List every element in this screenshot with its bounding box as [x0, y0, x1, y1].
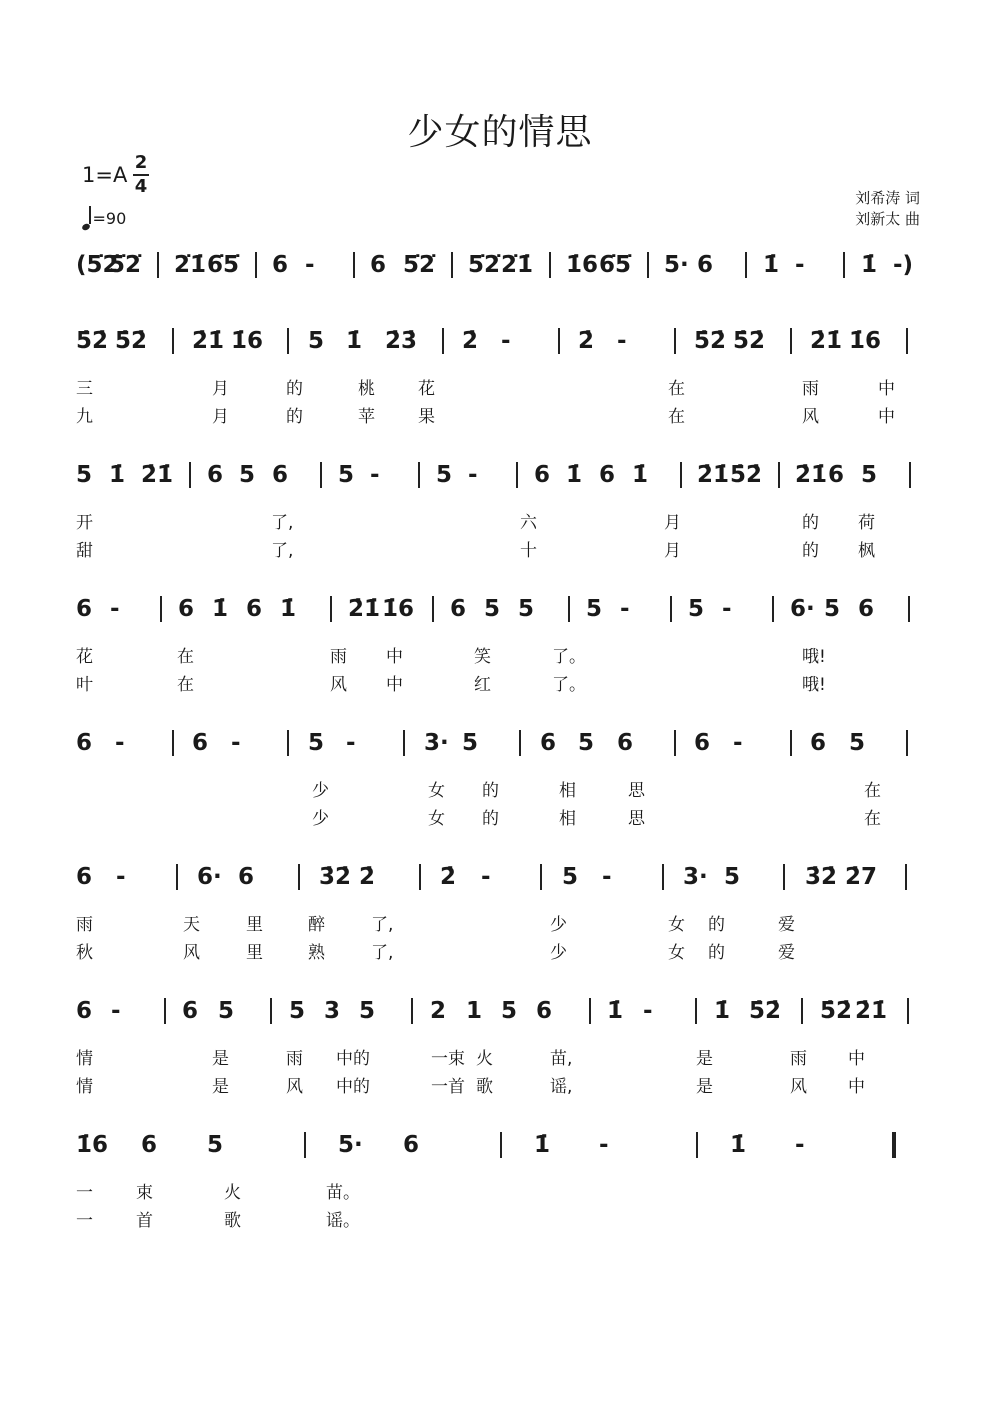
note: -	[115, 730, 125, 756]
bar-line	[772, 596, 774, 622]
note: 1̇	[534, 1132, 551, 1158]
lyric-word: 一首	[431, 1077, 465, 1097]
bar-line	[411, 998, 413, 1024]
note: 5	[308, 730, 325, 756]
lyric-word: 风	[286, 1077, 303, 1097]
note: 2̇1̇	[192, 328, 225, 354]
bar-line	[304, 1132, 306, 1158]
time-signature-top: 2	[134, 152, 148, 173]
bar-line	[330, 596, 332, 622]
bar-line	[549, 252, 551, 278]
note: 3·	[683, 864, 708, 890]
note: 5	[578, 730, 595, 756]
note: 6	[403, 1132, 420, 1158]
note: 3̇2̇	[319, 864, 352, 890]
bar-line	[418, 462, 420, 488]
note: 5	[849, 730, 866, 756]
lyric-word: 女	[668, 915, 685, 935]
note: 1̇	[730, 1132, 747, 1158]
note: 5̇2̇	[820, 998, 853, 1024]
song-title: 少女的情思	[407, 112, 593, 153]
note: 6	[599, 462, 616, 488]
lyric-word: 在	[177, 647, 194, 667]
lyric-word: 醉	[308, 915, 325, 935]
note: 5	[462, 730, 479, 756]
bar-line	[905, 864, 907, 890]
note: 6	[697, 252, 714, 278]
lyric-word: 束	[136, 1183, 153, 1203]
lyric-word: 三	[76, 379, 93, 399]
note: -	[643, 998, 653, 1024]
note: 6	[192, 730, 209, 756]
note: 5̇2̇	[694, 328, 727, 354]
lyric-word: 月	[664, 513, 681, 533]
note: 1̇	[346, 328, 363, 354]
bar-line	[500, 1132, 502, 1158]
bar-line	[790, 328, 792, 354]
lyric-word: 中	[848, 1049, 865, 1069]
bar-line	[519, 730, 521, 756]
note: 5͘2͘	[109, 252, 142, 278]
lyricist-credit: 刘希涛 词	[855, 189, 920, 207]
quarter-note-stem	[89, 206, 91, 224]
bar-line	[540, 864, 542, 890]
lyric-word: 九	[76, 407, 93, 427]
note: 1̇6	[566, 252, 599, 278]
note: 1̇	[566, 462, 583, 488]
lyric-word: 六	[520, 513, 537, 533]
lyric-word: 首	[136, 1211, 153, 1231]
note: -	[346, 730, 356, 756]
note: 5	[359, 998, 376, 1024]
note: -	[620, 596, 630, 622]
note: 6͘5͘	[207, 252, 240, 278]
lyric-word: 一	[76, 1211, 93, 1231]
lyric-word: 火	[224, 1183, 241, 1203]
note: 6·	[790, 596, 815, 622]
notation-row	[76, 858, 926, 898]
notation-row	[76, 246, 926, 286]
bar-line	[674, 328, 676, 354]
lyric-word: 十	[520, 541, 537, 561]
note: 2̇7	[845, 864, 878, 890]
lyric-word: 苗,	[550, 1049, 573, 1069]
lyric-word: 的	[708, 943, 725, 963]
note: 5·	[664, 252, 689, 278]
note: 5	[724, 864, 741, 890]
note: 2̇1̇	[697, 462, 730, 488]
time-signature-bottom: 4	[134, 176, 148, 197]
note: (5͘2͘	[76, 252, 119, 278]
bar-line	[908, 596, 910, 622]
lyric-word: 枫	[858, 541, 875, 561]
lyric-word: 的	[286, 407, 303, 427]
lyric-word: 少	[550, 943, 567, 963]
lyric-word: 中的	[336, 1077, 370, 1097]
lyric-word: 相	[559, 809, 576, 829]
bar-line	[172, 328, 174, 354]
bar-line	[907, 998, 909, 1024]
lyric-word: 了。	[552, 675, 586, 695]
note: 1̇6	[849, 328, 882, 354]
lyric-word: 情	[76, 1077, 93, 1097]
bar-line	[909, 462, 911, 488]
note: -	[116, 864, 126, 890]
note: 2̇	[440, 864, 457, 890]
note: 2͘1̇	[174, 252, 207, 278]
note: 2̇1̇	[348, 596, 381, 622]
note: 6	[238, 864, 255, 890]
bar-line	[680, 462, 682, 488]
time-signature	[132, 152, 150, 198]
note: 6	[76, 998, 93, 1024]
bar-line	[419, 864, 421, 890]
lyric-word: 红	[474, 675, 491, 695]
lyric-word: 风	[183, 943, 200, 963]
note: 2̇1̇	[795, 462, 828, 488]
lyric-word: 思	[628, 781, 645, 801]
lyric-word: 的	[708, 915, 725, 935]
note: -	[722, 596, 732, 622]
lyric-word: 了,	[371, 943, 394, 963]
lyric-word: 少	[550, 915, 567, 935]
bar-line	[157, 252, 159, 278]
lyric-word: 月	[664, 541, 681, 561]
note: 5	[501, 998, 518, 1024]
lyric-word: 中的	[336, 1049, 370, 1069]
lyric-word: 天	[183, 915, 200, 935]
lyric-word: 是	[212, 1077, 229, 1097]
note: 5̇2̇	[730, 462, 763, 488]
note: 1̇	[714, 998, 731, 1024]
note: 6	[207, 462, 224, 488]
note: 1̇	[861, 252, 878, 278]
note: 5͘2͘	[403, 252, 436, 278]
lyric-word: 笑	[474, 647, 491, 667]
note: 6	[810, 730, 827, 756]
bar-line	[662, 864, 664, 890]
note: -)	[893, 252, 914, 278]
lyric-word: 雨	[802, 379, 819, 399]
note: -	[111, 998, 121, 1024]
lyric-word: 的	[286, 379, 303, 399]
notation-row	[76, 456, 926, 496]
bar-line	[778, 462, 780, 488]
bar-line	[568, 596, 570, 622]
lyric-word: 中	[878, 379, 895, 399]
note: 6	[858, 596, 875, 622]
note: 2̇	[462, 328, 479, 354]
lyric-word: 花	[76, 647, 93, 667]
bar-line	[906, 730, 908, 756]
note: 5	[861, 462, 878, 488]
note: 6	[534, 462, 551, 488]
lyric-word: 爱	[778, 943, 795, 963]
lyric-word: 苹	[358, 407, 375, 427]
lyric-word: 中	[848, 1077, 865, 1097]
lyric-word: 在	[668, 379, 685, 399]
note: 5	[76, 462, 93, 488]
note: 6͘5͘	[599, 252, 632, 278]
note: -	[795, 252, 805, 278]
lyric-word: 在	[864, 781, 881, 801]
lyric-word: 秋	[76, 943, 93, 963]
lyric-word: 了,	[271, 513, 294, 533]
lyric-word: 了,	[271, 541, 294, 561]
note: -	[468, 462, 478, 488]
bar-line	[320, 462, 322, 488]
note: 1̇	[607, 998, 624, 1024]
lyric-word: 月	[212, 407, 229, 427]
lyric-word: 雨	[76, 915, 93, 935]
note: 5	[824, 596, 841, 622]
lyric-word: 在	[668, 407, 685, 427]
note: 5̇2̇	[76, 328, 109, 354]
lyric-word: 相	[559, 781, 576, 801]
bar-line	[647, 252, 649, 278]
note: 5	[518, 596, 535, 622]
notation-row	[76, 992, 926, 1032]
note: 3	[324, 998, 341, 1024]
note: 1̇	[632, 462, 649, 488]
bar-line	[674, 730, 676, 756]
lyric-word: 在	[177, 675, 194, 695]
lyric-word: 是	[696, 1049, 713, 1069]
lyric-word: 的	[802, 541, 819, 561]
lyric-word: 思	[628, 809, 645, 829]
note: 6	[272, 462, 289, 488]
bar-line	[270, 998, 272, 1024]
lyric-word: 中	[386, 675, 403, 695]
note: 1̇	[109, 462, 126, 488]
note: 5	[688, 596, 705, 622]
bar-line	[160, 596, 162, 622]
note: 5	[586, 596, 603, 622]
bar-line	[906, 328, 908, 354]
bar-line	[189, 462, 191, 488]
lyric-word: 风	[802, 407, 819, 427]
lyric-word: 雨	[286, 1049, 303, 1069]
bar-line	[801, 998, 803, 1024]
bar-line	[287, 730, 289, 756]
lyric-word: 花	[418, 379, 435, 399]
note: 5	[289, 998, 306, 1024]
note: 5̇2̇	[115, 328, 148, 354]
lyric-word: 风	[790, 1077, 807, 1097]
lyric-word: 雨	[330, 647, 347, 667]
bar-line	[176, 864, 178, 890]
note: 5	[562, 864, 579, 890]
lyric-word: 的	[482, 781, 499, 801]
note: 2̇	[578, 328, 595, 354]
note: 6	[76, 730, 93, 756]
lyric-word: 里	[246, 915, 263, 935]
lyric-word: 开	[76, 513, 93, 533]
bar-line	[843, 252, 845, 278]
note: 6	[450, 596, 467, 622]
lyric-word: 荷	[858, 513, 875, 533]
lyric-word: 月	[212, 379, 229, 399]
note: 6	[141, 1132, 158, 1158]
lyric-word: 果	[418, 407, 435, 427]
note: 6	[540, 730, 557, 756]
composer-credit: 刘新太 曲	[855, 210, 920, 228]
lyric-word: 谣,	[550, 1077, 573, 1097]
note: 5̇2̇	[733, 328, 766, 354]
lyric-word: 情	[76, 1049, 93, 1069]
bar-line	[172, 730, 174, 756]
bar-line	[451, 252, 453, 278]
bar-line	[783, 864, 785, 890]
note: -	[305, 252, 315, 278]
credits	[855, 188, 920, 230]
lyric-word: 爱	[778, 915, 795, 935]
lyric-word: 少	[312, 781, 329, 801]
note: 2̇1̇	[855, 998, 888, 1024]
bar-line	[403, 730, 405, 756]
bar-line	[516, 462, 518, 488]
bar-line	[164, 998, 166, 1024]
note: 6	[272, 252, 289, 278]
lyric-word: 是	[212, 1049, 229, 1069]
lyric-word: 风	[330, 675, 347, 695]
note: 6	[370, 252, 387, 278]
lyric-word: 的	[802, 513, 819, 533]
lyric-word: 了,	[371, 915, 394, 935]
lyric-word: 了。	[552, 647, 586, 667]
bar-line	[790, 730, 792, 756]
bar-line	[255, 252, 257, 278]
lyric-word: 一	[76, 1183, 93, 1203]
note: 5	[308, 328, 325, 354]
lyric-word: 甜	[76, 541, 93, 561]
lyric-word: 中	[878, 407, 895, 427]
lyric-word: 桃	[358, 379, 375, 399]
note: 6	[617, 730, 634, 756]
lyric-word: 火	[476, 1049, 493, 1069]
lyric-word: 里	[246, 943, 263, 963]
note: 2̇1̇	[141, 462, 174, 488]
notation-row	[76, 590, 926, 630]
bar-line	[298, 864, 300, 890]
note: 1̇	[280, 596, 297, 622]
note: 6·	[197, 864, 222, 890]
lyric-word: 在	[864, 809, 881, 829]
note: -	[795, 1132, 805, 1158]
note: 6	[76, 864, 93, 890]
note: 2̇3̇	[385, 328, 418, 354]
note: 1̇6	[231, 328, 264, 354]
key-signature: 1=A	[82, 163, 128, 187]
note: -	[599, 1132, 609, 1158]
lyric-word: 哦!	[802, 675, 826, 695]
note: 5͘2͘	[468, 252, 501, 278]
note: 1̇6	[76, 1132, 109, 1158]
lyric-word: 熟	[308, 943, 325, 963]
note: 2̇1̇	[810, 328, 843, 354]
bar-line	[892, 1132, 896, 1158]
tempo-marking	[82, 206, 126, 228]
lyric-word: 歌	[476, 1077, 493, 1097]
bar-line	[589, 998, 591, 1024]
note: 6	[694, 730, 711, 756]
note: 5	[218, 998, 235, 1024]
bar-line	[353, 252, 355, 278]
bar-line	[745, 252, 747, 278]
note: 5	[338, 462, 355, 488]
note: 2̇	[359, 864, 376, 890]
tempo-value: =90	[92, 209, 127, 228]
note: 3·	[424, 730, 449, 756]
lyric-word: 雨	[790, 1049, 807, 1069]
note: 6	[76, 596, 93, 622]
lyric-word: 少	[312, 809, 329, 829]
bar-line	[695, 998, 697, 1024]
lyric-word: 女	[428, 781, 445, 801]
lyric-word: 女	[428, 809, 445, 829]
lyric-word: 谣。	[326, 1211, 360, 1231]
note: -	[370, 462, 380, 488]
notation-row	[76, 1126, 926, 1166]
bar-line	[287, 328, 289, 354]
bar-line	[558, 328, 560, 354]
lyric-word: 歌	[224, 1211, 241, 1231]
note: -	[733, 730, 743, 756]
note: 1	[466, 998, 483, 1024]
lyric-word: 的	[482, 809, 499, 829]
note: 6	[828, 462, 845, 488]
bar-line	[670, 596, 672, 622]
note: 6	[178, 596, 195, 622]
note: 5	[207, 1132, 224, 1158]
lyric-word: 中	[386, 647, 403, 667]
lyric-word: 一束	[431, 1049, 465, 1069]
note: 1̇	[763, 252, 780, 278]
note: -	[110, 596, 120, 622]
note: 3̇2̇	[805, 864, 838, 890]
note: -	[617, 328, 627, 354]
notation-row	[76, 322, 926, 362]
note: 6	[536, 998, 553, 1024]
lyric-word: 叶	[76, 675, 93, 695]
lyric-word: 女	[668, 943, 685, 963]
note: 1̇	[212, 596, 229, 622]
note: -	[481, 864, 491, 890]
note: -	[231, 730, 241, 756]
notation-row	[76, 724, 926, 764]
note: -	[501, 328, 511, 354]
bar-line	[432, 596, 434, 622]
lyric-word: 苗。	[326, 1183, 360, 1203]
note: -	[602, 864, 612, 890]
note: 5	[484, 596, 501, 622]
lyric-word: 是	[696, 1077, 713, 1097]
bar-line	[696, 1132, 698, 1158]
lyric-word: 哦!	[802, 647, 826, 667]
note: 6	[246, 596, 263, 622]
note: 5·	[338, 1132, 363, 1158]
note: 2͘1̇	[501, 252, 534, 278]
note: 5	[239, 462, 256, 488]
bar-line	[442, 328, 444, 354]
note: 5	[436, 462, 453, 488]
note: 5̇2̇	[749, 998, 782, 1024]
note: 2	[430, 998, 447, 1024]
note: 1̇6	[382, 596, 415, 622]
note: 6	[182, 998, 199, 1024]
